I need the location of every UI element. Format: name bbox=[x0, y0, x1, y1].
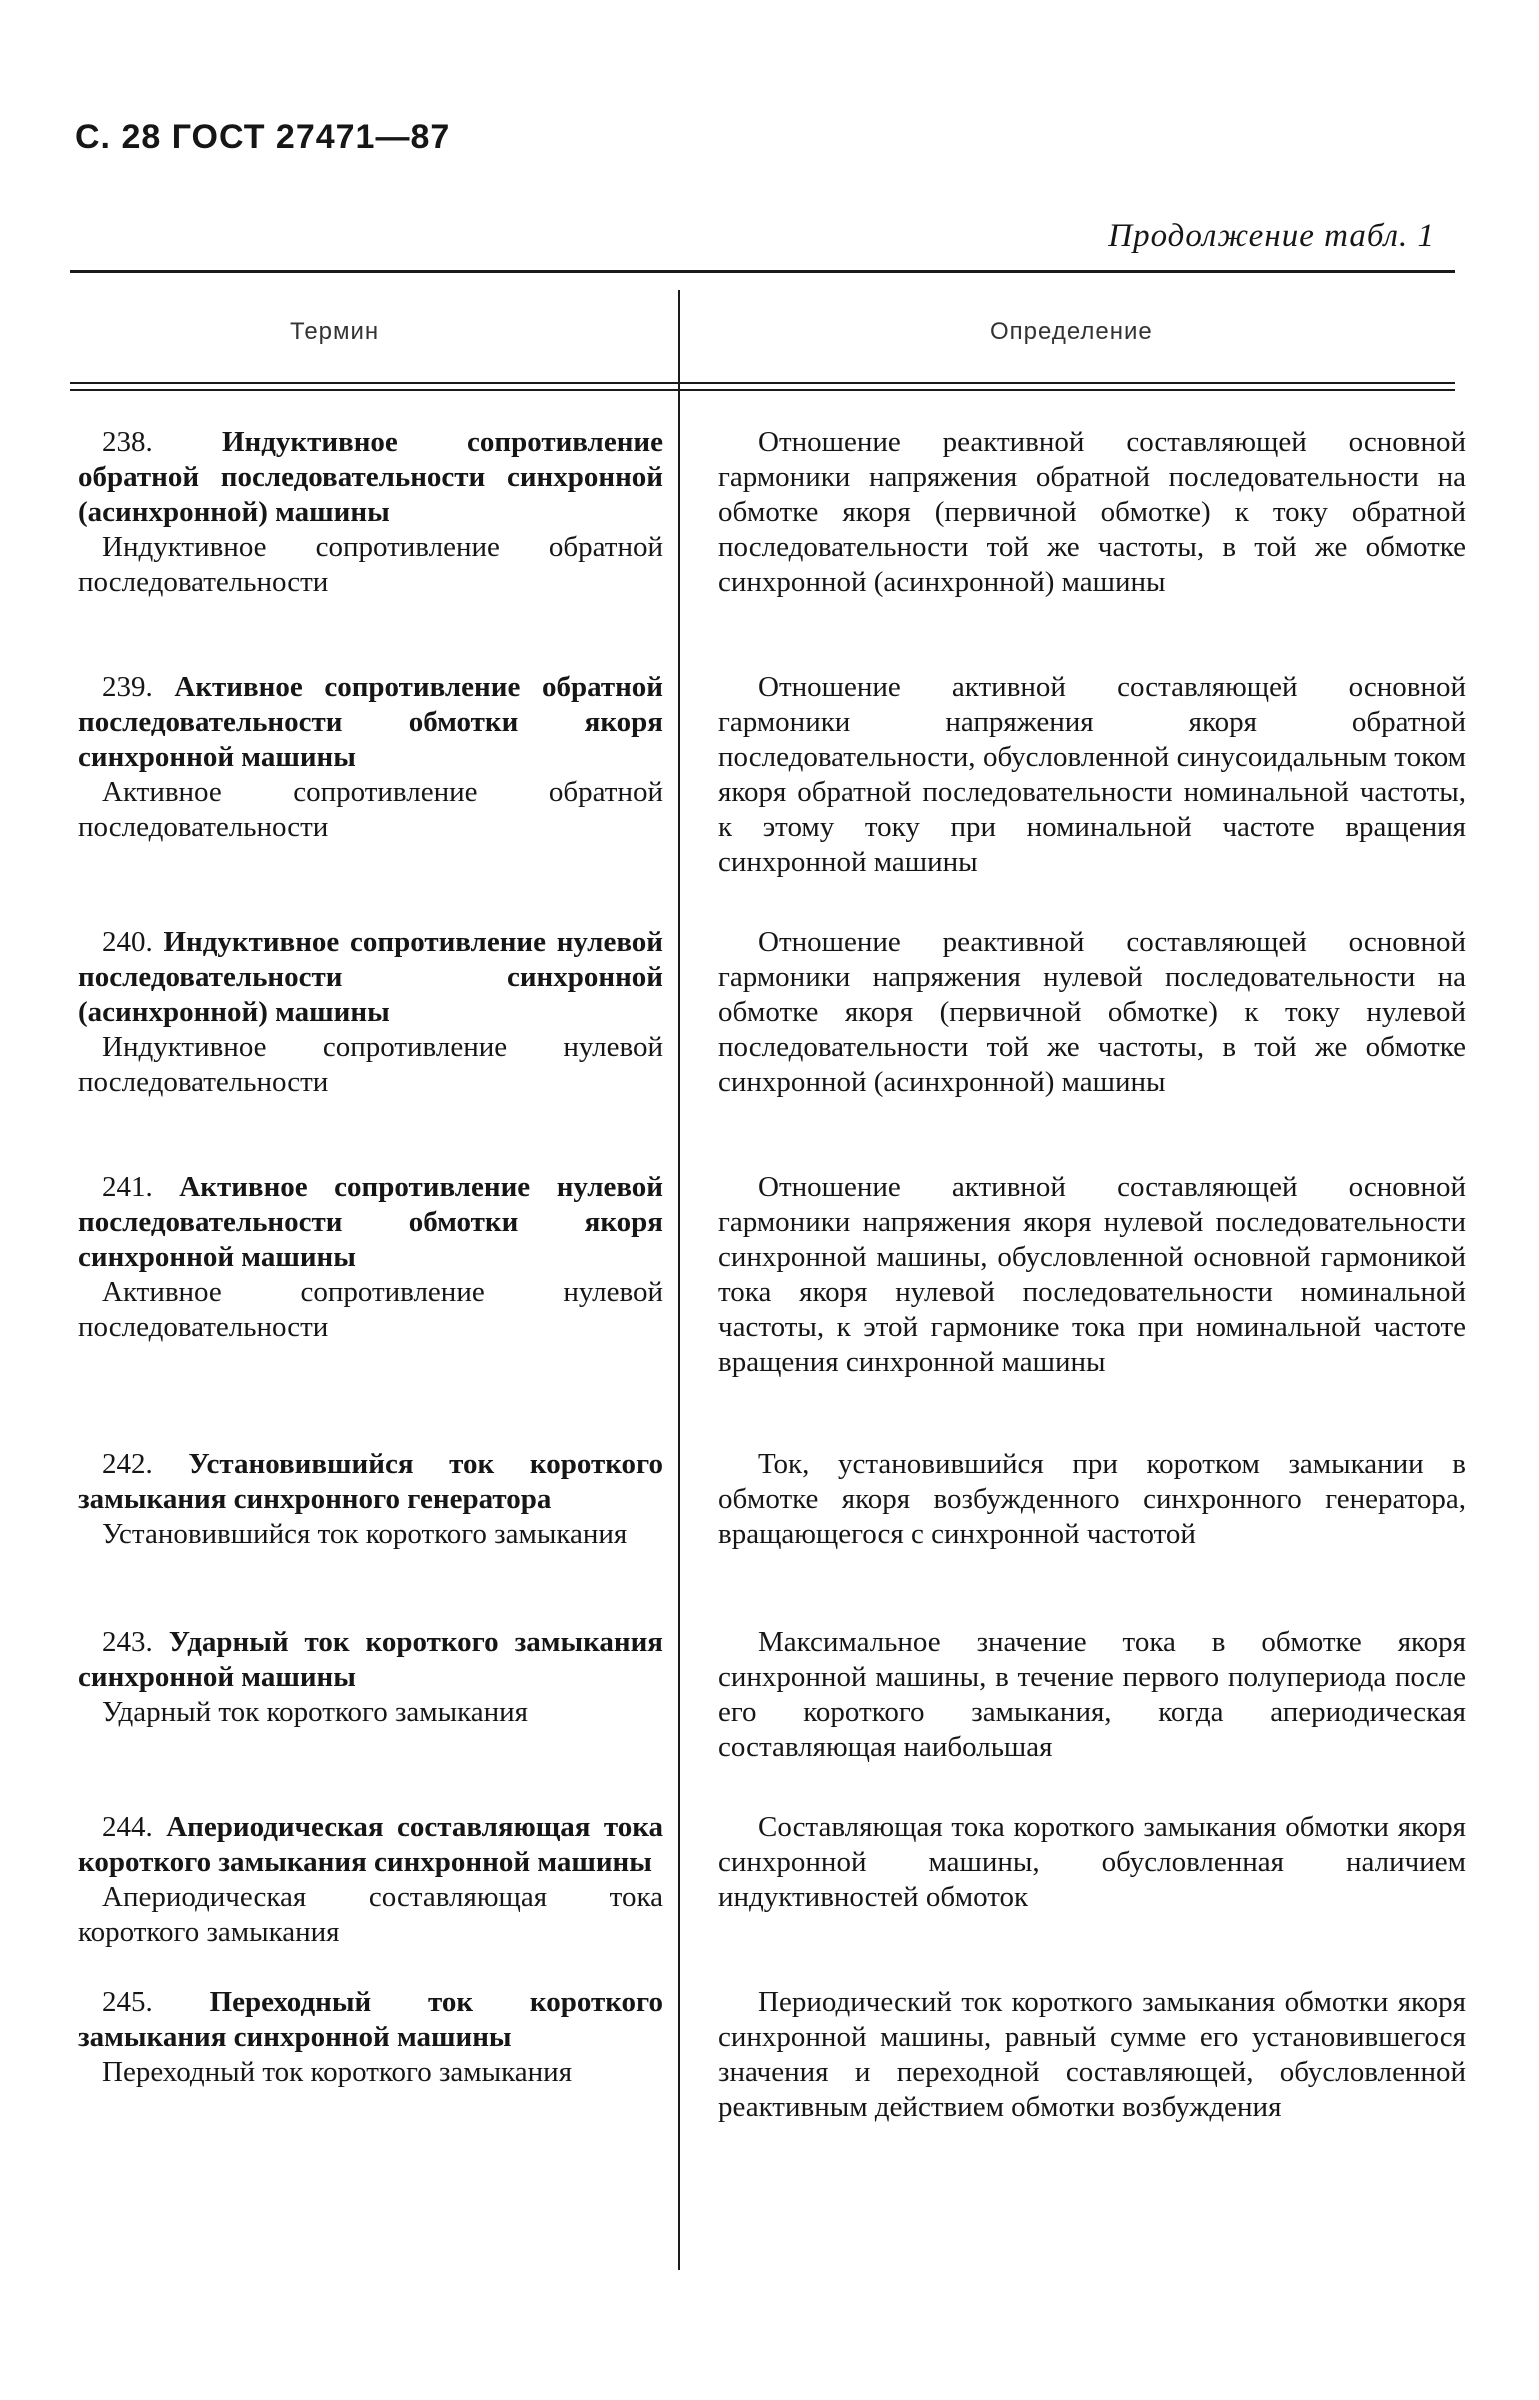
term-short-form: Индуктивное сопротивление обратной последовательности bbox=[78, 531, 663, 598]
term-title: Индуктивное сопротивление обратной последовательности синхронной (асинхронной) машины bbox=[78, 426, 663, 528]
term-entry bbox=[78, 1170, 663, 1345]
column-header-term: Термин bbox=[290, 318, 380, 345]
term-name bbox=[78, 1985, 663, 2055]
term-number: 240. bbox=[102, 926, 153, 958]
header-rule bbox=[70, 389, 1455, 391]
term-title: Индуктивное сопротивление нулевой последовательности синхронной (асинхронной) машины bbox=[78, 926, 663, 1028]
definition-entry bbox=[718, 425, 1466, 600]
term-name bbox=[78, 670, 663, 775]
definition-text: Ток, установившийся при коротком замыкании в обмотке якоря возбужденного синхронного генератора, вращающегося с синхронной частотой bbox=[718, 1448, 1466, 1550]
definition-text: Отношение активной составляющей основной гармоники напряжения якоря нулевой последовательности синхронной машины, обусловленной основной гармоникой тока якоря нулевой последовательности номинальной частоты, к этой гармонике тока при номинальной частоте вращения синхронной машины bbox=[718, 1171, 1466, 1378]
definition-text: Составляющая тока короткого замыкания обмотки якоря синхронной машины, обусловленная наличием индуктивностей обмоток bbox=[718, 1811, 1466, 1913]
definition-entry bbox=[718, 1625, 1466, 1765]
term-title: Переходный ток короткого замыкания синхронной машины bbox=[78, 1986, 663, 2053]
term-name bbox=[78, 425, 663, 530]
term-title: Ударный ток короткого замыкания синхронной машины bbox=[78, 1626, 663, 1693]
term-name bbox=[78, 1170, 663, 1275]
term-name bbox=[78, 1810, 663, 1880]
term-name bbox=[78, 1447, 663, 1517]
term-entry bbox=[78, 925, 663, 1100]
table-top-rule bbox=[70, 270, 1455, 273]
term-entry bbox=[78, 425, 663, 600]
definition-entry bbox=[718, 1170, 1466, 1380]
definition-text: Отношение активной составляющей основной гармоники напряжения якоря обратной последовательности, обусловленной синусоидальным током якоря обратной последовательности номинальной частоты, к этому току при номинальной частоте вращения синхронной машины bbox=[718, 671, 1466, 878]
term-number: 241. bbox=[102, 1171, 153, 1203]
term-title: Апериодическая составляющая тока короткого замыкания синхронной машины bbox=[78, 1811, 663, 1878]
term-short-form: Установившийся ток короткого замыкания bbox=[102, 1518, 628, 1550]
definition-entry bbox=[718, 925, 1466, 1100]
definition-text: Отношение реактивной составляющей основной гармоники напряжения обратной последовательности на обмотке якоря (первичной обмотке) к току обратной последовательности той же частоты, в той же обмотке синхронной (асинхронной) машины bbox=[718, 426, 1466, 598]
definition-entry bbox=[718, 670, 1466, 880]
term-short-form: Ударный ток короткого замыкания bbox=[102, 1696, 529, 1728]
term-title: Активное сопротивление обратной последовательности обмотки якоря синхронной машины bbox=[78, 671, 663, 773]
term-entry bbox=[78, 1625, 663, 1730]
definition-entry bbox=[718, 1447, 1466, 1552]
term-short-form: Активное сопротивление обратной последовательности bbox=[78, 776, 663, 843]
term-short-form: Активное сопротивление нулевой последовательности bbox=[78, 1276, 663, 1343]
header-rule bbox=[70, 382, 1455, 384]
term-title: Установившийся ток короткого замыкания синхронного генератора bbox=[78, 1448, 663, 1515]
column-header-definition: Определение bbox=[990, 318, 1153, 345]
definition-text: Максимальное значение тока в обмотке якоря синхронной машины, в течение первого полупериода после его короткого замыкания, когда апериодическая составляющая наибольшая bbox=[718, 1626, 1466, 1763]
term-entry bbox=[78, 1810, 663, 1950]
term-number: 243. bbox=[102, 1626, 153, 1658]
term-title: Активное сопротивление нулевой последовательности обмотки якоря синхронной машины bbox=[78, 1171, 664, 1273]
term-entry bbox=[78, 1985, 663, 2090]
term-entry bbox=[78, 1447, 663, 1552]
term-short-form: Апериодическая составляющая тока короткого замыкания bbox=[78, 1881, 663, 1948]
definition-entry bbox=[718, 1810, 1466, 1915]
term-name bbox=[78, 925, 663, 1030]
column-divider bbox=[678, 290, 680, 2270]
term-number: 239. bbox=[102, 671, 153, 703]
page-header: С. 28 ГОСТ 27471—87 bbox=[75, 118, 451, 156]
term-short-form: Переходный ток короткого замыкания bbox=[102, 2056, 573, 2088]
table-caption: Продолжение табл. 1 bbox=[1108, 218, 1435, 254]
definition-text: Отношение реактивной составляющей основной гармоники напряжения нулевой последовательности на обмотке якоря (первичной обмотке) к току нулевой последовательности той же частоты, в той же обмотке синхронной (асинхронной) машины bbox=[718, 926, 1466, 1098]
term-entry bbox=[78, 670, 663, 845]
term-short-form: Индуктивное сопротивление нулевой последовательности bbox=[78, 1031, 663, 1098]
term-number: 242. bbox=[102, 1448, 153, 1480]
definition-entry bbox=[718, 1985, 1466, 2125]
term-name bbox=[78, 1625, 663, 1695]
term-number: 244. bbox=[102, 1811, 153, 1843]
term-number: 238. bbox=[102, 426, 153, 458]
definition-text: Периодический ток короткого замыкания обмотки якоря синхронной машины, равный сумме его установившегося значения и переходной составляющей, обусловленной реактивным действием обмотки возбуждения bbox=[718, 1986, 1466, 2123]
term-number: 245. bbox=[102, 1986, 153, 2018]
